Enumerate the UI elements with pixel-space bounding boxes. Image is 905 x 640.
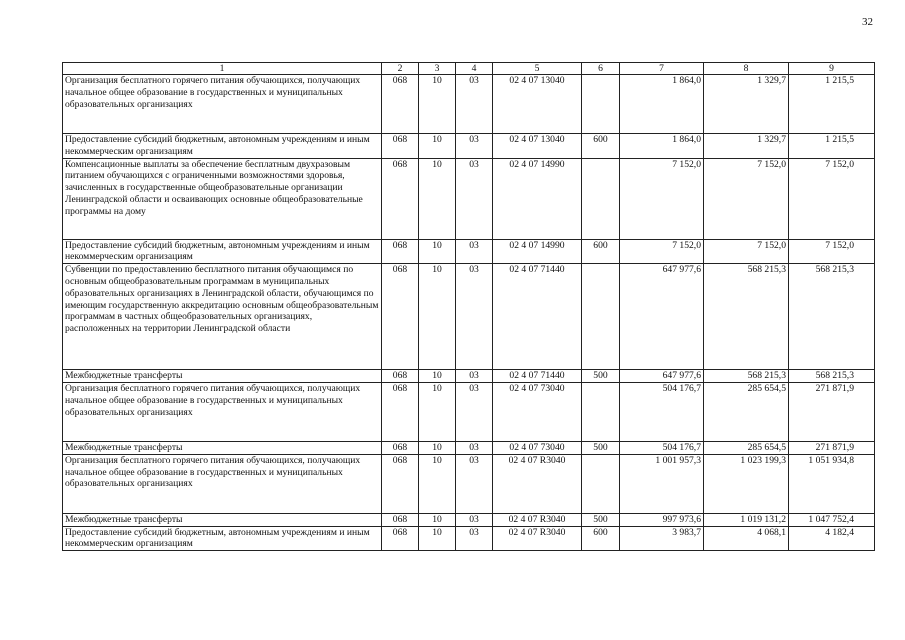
cell-target-article: 02 4 07 14990 (493, 158, 582, 239)
row-name: Организация бесплатного горячего питания обучающихся, получающих начальное общее образование в государственных и муниципальных образовательных организациях (63, 454, 382, 513)
cell-section: 10 (419, 513, 456, 526)
column-header: 1 (63, 63, 382, 75)
cell-subsection: 03 (456, 526, 493, 551)
cell-amount-7: 1 001 957,3 (620, 454, 704, 513)
table-row (63, 134, 875, 159)
cell-amount-7: 7 152,0 (620, 239, 704, 264)
cell-amount-9: 7 152,0 (789, 158, 875, 239)
cell-amount-8: 4 068,1 (704, 526, 789, 551)
table-row (63, 370, 875, 383)
row-name: Организация бесплатного горячего питания обучающихся, получающих начальное общее образование в государственных и муниципальных образовательных организациях (63, 382, 382, 441)
cell-target-article: 02 4 07 R3040 (493, 526, 582, 551)
row-name: Предоставление субсидий бюджетным, автономным учреждениям и иным некоммерческим организациям (63, 526, 382, 551)
cell-ministry: 068 (382, 370, 419, 383)
cell-target-article: 02 4 07 R3040 (493, 513, 582, 526)
cell-amount-9: 1 047 752,4 (789, 513, 875, 526)
column-header: 3 (419, 63, 456, 75)
table-row (63, 158, 875, 239)
cell-amount-8: 1 329,7 (704, 134, 789, 159)
cell-ministry: 068 (382, 513, 419, 526)
cell-amount-8: 568 215,3 (704, 370, 789, 383)
cell-section: 10 (419, 382, 456, 441)
cell-section: 10 (419, 134, 456, 159)
cell-amount-7: 647 977,6 (620, 264, 704, 370)
table-row (63, 382, 875, 441)
budget-table (62, 62, 875, 551)
cell-target-article: 02 4 07 13040 (493, 134, 582, 159)
cell-subsection: 03 (456, 134, 493, 159)
cell-amount-8: 1 329,7 (704, 75, 789, 134)
cell-section: 10 (419, 441, 456, 454)
cell-expense-type: 500 (582, 370, 620, 383)
cell-amount-8: 285 654,5 (704, 441, 789, 454)
cell-ministry: 068 (382, 158, 419, 239)
table-row (63, 264, 875, 370)
cell-ministry: 068 (382, 382, 419, 441)
cell-target-article: 02 4 07 R3040 (493, 454, 582, 513)
cell-subsection: 03 (456, 239, 493, 264)
cell-amount-7: 1 864,0 (620, 134, 704, 159)
cell-subsection: 03 (456, 441, 493, 454)
cell-target-article: 02 4 07 13040 (493, 75, 582, 134)
cell-target-article: 02 4 07 71440 (493, 370, 582, 383)
cell-subsection: 03 (456, 75, 493, 134)
cell-subsection: 03 (456, 382, 493, 441)
cell-expense-type: 600 (582, 239, 620, 264)
cell-amount-7: 504 176,7 (620, 441, 704, 454)
cell-amount-9: 4 182,4 (789, 526, 875, 551)
cell-amount-9: 1 215,5 (789, 134, 875, 159)
cell-subsection: 03 (456, 370, 493, 383)
table-row (63, 239, 875, 264)
cell-amount-8: 285 654,5 (704, 382, 789, 441)
cell-amount-7: 7 152,0 (620, 158, 704, 239)
cell-amount-8: 568 215,3 (704, 264, 789, 370)
cell-amount-7: 504 176,7 (620, 382, 704, 441)
cell-expense-type: 600 (582, 134, 620, 159)
cell-section: 10 (419, 239, 456, 264)
column-header: 4 (456, 63, 493, 75)
cell-amount-8: 1 023 199,3 (704, 454, 789, 513)
cell-amount-9: 1 215,5 (789, 75, 875, 134)
row-name: Предоставление субсидий бюджетным, автономным учреждениям и иным некоммерческим организациям (63, 134, 382, 159)
column-header: 6 (582, 63, 620, 75)
column-header: 7 (620, 63, 704, 75)
row-name: Межбюджетные трансферты (63, 441, 382, 454)
table-row (63, 513, 875, 526)
cell-amount-9: 271 871,9 (789, 441, 875, 454)
column-header: 8 (704, 63, 789, 75)
cell-subsection: 03 (456, 513, 493, 526)
column-header: 9 (789, 63, 875, 75)
cell-section: 10 (419, 158, 456, 239)
cell-amount-7: 997 973,6 (620, 513, 704, 526)
cell-amount-9: 568 215,3 (789, 264, 875, 370)
cell-target-article: 02 4 07 71440 (493, 264, 582, 370)
row-name: Межбюджетные трансферты (63, 513, 382, 526)
cell-expense-type: 500 (582, 441, 620, 454)
cell-target-article: 02 4 07 14990 (493, 239, 582, 264)
table-row (63, 526, 875, 551)
cell-amount-7: 647 977,6 (620, 370, 704, 383)
cell-amount-9: 1 051 934,8 (789, 454, 875, 513)
row-name: Субвенции по предоставлению бесплатного питания обучающимся по основным общеобразовательным программам в муниципальных образовательных организациях в Ленинградской области, обучающимся по имеющим государственную аккредитацию основным общеобразовательным программам в частных общеобразовательных организациях, расположенных на территории Ленинградской области (63, 264, 382, 370)
table-row (63, 75, 875, 134)
cell-ministry: 068 (382, 75, 419, 134)
cell-expense-type (582, 75, 620, 134)
cell-ministry: 068 (382, 134, 419, 159)
cell-amount-8: 7 152,0 (704, 158, 789, 239)
cell-ministry: 068 (382, 454, 419, 513)
cell-ministry: 068 (382, 264, 419, 370)
cell-amount-7: 1 864,0 (620, 75, 704, 134)
cell-section: 10 (419, 264, 456, 370)
row-name: Предоставление субсидий бюджетным, автономным учреждениям и иным некоммерческим организациям (63, 239, 382, 264)
cell-ministry: 068 (382, 441, 419, 454)
cell-section: 10 (419, 370, 456, 383)
cell-ministry: 068 (382, 526, 419, 551)
cell-expense-type (582, 454, 620, 513)
cell-expense-type: 600 (582, 526, 620, 551)
cell-target-article: 02 4 07 73040 (493, 382, 582, 441)
header-row (63, 63, 875, 75)
row-name: Организация бесплатного горячего питания обучающихся, получающих начальное общее образование в государственных и муниципальных образовательных организациях (63, 75, 382, 134)
page-number: 32 (862, 16, 873, 28)
cell-amount-8: 7 152,0 (704, 239, 789, 264)
cell-expense-type (582, 158, 620, 239)
table-row (63, 454, 875, 513)
cell-subsection: 03 (456, 264, 493, 370)
cell-amount-9: 271 871,9 (789, 382, 875, 441)
table-row (63, 441, 875, 454)
cell-expense-type: 500 (582, 513, 620, 526)
cell-amount-8: 1 019 131,2 (704, 513, 789, 526)
row-name: Межбюджетные трансферты (63, 370, 382, 383)
cell-subsection: 03 (456, 454, 493, 513)
cell-section: 10 (419, 526, 456, 551)
cell-section: 10 (419, 75, 456, 134)
cell-expense-type (582, 382, 620, 441)
cell-amount-9: 568 215,3 (789, 370, 875, 383)
column-header: 2 (382, 63, 419, 75)
row-name: Компенсационные выплаты за обеспечение бесплатным двухразовым питанием обучающихся с ограниченными возможностями здоровья, зачисленных в государственные общеобразовательные организации Ленинградской области и осваивающих основные общеобразовательные программы на дому (63, 158, 382, 239)
cell-target-article: 02 4 07 73040 (493, 441, 582, 454)
cell-ministry: 068 (382, 239, 419, 264)
cell-amount-7: 3 983,7 (620, 526, 704, 551)
cell-section: 10 (419, 454, 456, 513)
cell-subsection: 03 (456, 158, 493, 239)
cell-amount-9: 7 152,0 (789, 239, 875, 264)
cell-expense-type (582, 264, 620, 370)
column-header: 5 (493, 63, 582, 75)
